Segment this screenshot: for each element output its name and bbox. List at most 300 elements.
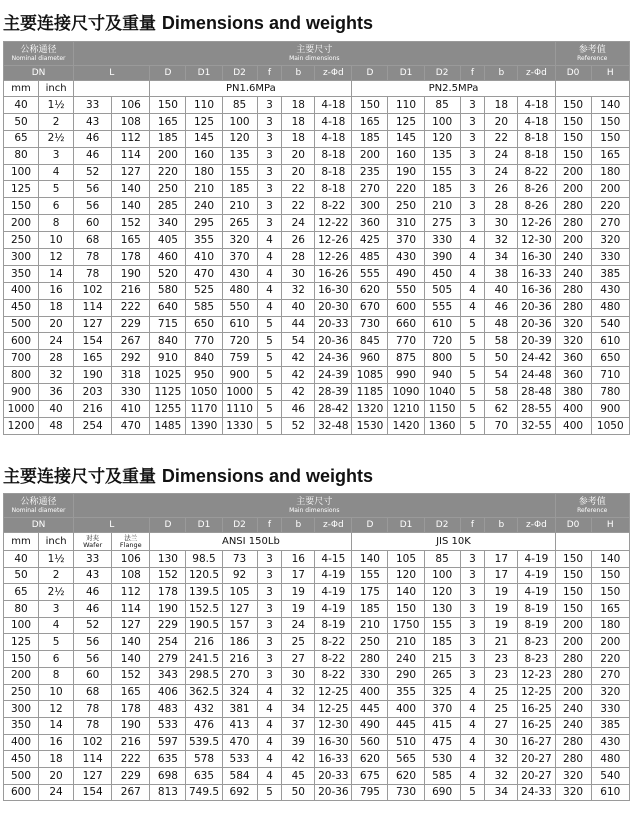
table-cell: 16-30 [315,282,352,299]
table-cell: 78 [74,717,112,734]
table-cell: 100 [424,567,460,584]
column-header-f: f [257,66,282,81]
table-cell: 300 [352,198,388,215]
table-cell: 140 [112,181,150,198]
table-row [4,232,630,249]
table-cell: 3 [460,181,485,198]
table-cell: 813 [150,784,186,801]
table-cell: 20-33 [315,767,352,784]
table-cell: 23 [485,651,518,668]
table-cell: 800 [4,367,39,384]
table-cell: 52 [74,164,112,181]
table-cell: 100 [424,113,460,130]
table-cell: 65 [4,584,39,601]
table-cell: 25 [485,684,518,701]
table-cell: 320 [222,232,257,249]
table-cell: 33 [74,97,112,114]
table-cell: 48 [39,417,74,434]
column-header-zphid: z-Φd [315,66,352,81]
table-cell: 240 [388,651,424,668]
table-cell: 42 [282,751,315,768]
table-cell: 165 [591,147,629,164]
table-cell: 20 [39,767,74,784]
table-cell: 3 [460,617,485,634]
table-cell: 20-36 [518,316,555,333]
table-cell: 20-36 [315,784,352,801]
table-cell: 330 [424,232,460,249]
table-cell: 24 [282,215,315,232]
table-cell: 154 [74,784,112,801]
table-cell: 50 [485,350,518,367]
table-cell: 600 [4,784,39,801]
table-cell: 8 [39,667,74,684]
table-cell: 68 [74,232,112,249]
table-cell: 3 [257,198,282,215]
table-cell: 3 [257,147,282,164]
table-cell: 32 [282,282,315,299]
table-cell: 24-48 [518,367,555,384]
table-cell: 20-27 [518,751,555,768]
table-cell: 12-30 [518,232,555,249]
table-cell: 3 [257,181,282,198]
column-header-b: b [282,66,315,81]
table-cell: 5 [257,784,282,801]
table-cell: 42 [282,350,315,367]
table-cell: 105 [222,584,257,601]
table-cell: 155 [352,567,388,584]
table-cell: 5 [460,384,485,401]
table-cell: 400 [555,417,591,434]
table-cell: 12-25 [518,684,555,701]
table-row [4,751,630,768]
table-cell: 200 [591,181,629,198]
table-cell: 14 [39,717,74,734]
table-cell: 98.5 [186,551,222,568]
table-cell: 100 [222,113,257,130]
table-cell: 140 [591,551,629,568]
table-cell: 4 [460,751,485,768]
table-cell: 24 [39,784,74,801]
unit-mm: mm [4,81,39,97]
table-cell: 3 [257,113,282,130]
table-cell: 280 [352,651,388,668]
table-cell: 185 [352,601,388,618]
table-cell: 4 [460,701,485,718]
header-nominal-en: Nominal diameter [11,54,66,62]
table-cell: 330 [591,249,629,266]
column-header-l: L [74,66,150,81]
table-cell: 4 [257,299,282,316]
unit-mm: mm [4,533,39,551]
table-cell: 270 [222,667,257,684]
table-cell: 43 [74,113,112,130]
table-cell: 610 [424,316,460,333]
table-cell: 65 [4,130,39,147]
table-cell: 279 [150,651,186,668]
table-cell: 450 [4,751,39,768]
table-cell: 100 [4,164,39,181]
table-cell: 200 [555,164,591,181]
table-cell: 4-15 [315,551,352,568]
table-cell: 40 [4,551,39,568]
table-cell: 910 [150,350,186,367]
table-cell: 950 [186,367,222,384]
table-cell: 390 [424,249,460,266]
table-cell: 150 [555,97,591,114]
table-cell: 3 [257,130,282,147]
table-cell: 5 [39,634,74,651]
table-cell: 4 [257,684,282,701]
table-cell: 241.5 [186,651,222,668]
table-cell: 18 [39,751,74,768]
section-title-en: Dimensions and weights [161,13,373,33]
table-cell: 430 [591,282,629,299]
column-header-l: L [74,518,150,533]
table-cell: 28 [39,350,74,367]
table-cell: 1330 [222,417,257,434]
table-cell: 220 [150,164,186,181]
table-cell: 12-25 [315,701,352,718]
table-cell: 381 [222,701,257,718]
table-cell: 254 [74,417,112,434]
table-cell: 4-19 [518,584,555,601]
table-cell: 45 [282,767,315,784]
table-cell: 210 [186,181,222,198]
table-cell: 78 [74,701,112,718]
table-cell: 385 [591,265,629,282]
table-cell: 3 [460,164,485,181]
table-cell: 145 [186,130,222,147]
table-cell: 360 [352,215,388,232]
table-cell: 1170 [186,401,222,418]
table-cell: 190 [74,367,112,384]
table-cell: 385 [591,717,629,734]
table-cell: 355 [388,684,424,701]
table-cell: 4 [39,164,74,181]
table-cell: 640 [150,299,186,316]
table-cell: 749.5 [186,784,222,801]
table-row [4,617,630,634]
table-cell: 33 [74,551,112,568]
table-cell: 46 [74,130,112,147]
column-header-d0: D0 [555,518,591,533]
table-cell: 12-26 [315,249,352,266]
table-cell: 265 [222,215,257,232]
table-cell: 330 [591,701,629,718]
table-cell: 5 [460,316,485,333]
table-cell: 37 [282,717,315,734]
header-ref [555,494,629,518]
table-cell: 580 [150,282,186,299]
header-main-zh: 主要尺寸 [296,496,333,507]
table-cell: 22 [282,198,315,215]
table-cell: 56 [74,198,112,215]
table-cell: 114 [112,147,150,164]
table-cell: 18 [282,113,315,130]
table-cell: 152.5 [186,601,222,618]
table-cell: 127 [74,767,112,784]
table-cell: 1125 [150,384,186,401]
table-cell: 525 [186,282,222,299]
table-cell: 250 [352,634,388,651]
table-cell: 1320 [352,401,388,418]
table-cell: 432 [186,701,222,718]
table-cell: 710 [591,367,629,384]
table-cell: 3 [257,584,282,601]
table-cell: 940 [424,367,460,384]
table-cell: 1½ [39,551,74,568]
table-cell: 290 [388,667,424,684]
table-cell: 150 [555,601,591,618]
table-cell: 320 [555,333,591,350]
table-cell: 36 [39,384,74,401]
table-cell: 210 [388,634,424,651]
table-cell: 720 [222,333,257,350]
table-cell: 6 [39,198,74,215]
table-cell: 370 [222,249,257,266]
table-cell: 370 [424,701,460,718]
table-cell: 4 [460,717,485,734]
unit-inch: inch [39,533,74,551]
table-cell: 108 [112,113,150,130]
header-nominal [4,42,74,66]
table-cell: 460 [150,249,186,266]
table-cell: 280 [555,734,591,751]
table-row [4,215,630,232]
table-cell: 3 [257,651,282,668]
header-main-en: Main dimensions [289,506,340,514]
dimensions-table-pn [3,41,630,435]
table-cell: 152 [150,567,186,584]
table-cell: 112 [112,130,150,147]
table-cell: 280 [555,198,591,215]
table-cell: 5 [460,784,485,801]
table-row [4,113,630,130]
table-cell: 3 [460,551,485,568]
table-cell: 80 [4,601,39,618]
table-cell: 1420 [388,417,424,434]
table-cell: 150 [591,130,629,147]
table-cell: 4 [257,265,282,282]
table-cell: 610 [222,316,257,333]
table-cell: 20 [39,316,74,333]
table-cell: 23 [485,667,518,684]
table-cell: 19 [282,601,315,618]
table-cell: 154 [74,333,112,350]
table-cell: 5 [257,401,282,418]
table-cell: 280 [555,651,591,668]
column-header-d: D [352,66,388,81]
table-cell: 140 [388,584,424,601]
table-cell: 160 [388,147,424,164]
table-cell: 12 [39,701,74,718]
table-cell: 210 [424,198,460,215]
table-cell: 42 [282,384,315,401]
table-cell: 58 [485,333,518,350]
column-header-b: b [485,66,518,81]
table-cell: 127 [112,164,150,181]
table-cell: 4 [257,701,282,718]
table-cell: 380 [555,384,591,401]
table-cell: 530 [424,751,460,768]
table-cell: 85 [424,551,460,568]
table-cell: 112 [112,584,150,601]
table-cell: 85 [424,97,460,114]
table-cell: 670 [352,299,388,316]
section-title-en: Dimensions and weights [161,466,373,486]
table-cell: 110 [388,97,424,114]
table-cell: 500 [4,316,39,333]
table-cell: 4 [257,232,282,249]
table-cell: 5 [460,401,485,418]
table-cell: 24-42 [518,350,555,367]
table-cell: 3 [257,215,282,232]
table-cell: 324 [222,684,257,701]
table-cell: 20-36 [518,299,555,316]
table-row [4,181,630,198]
table-cell: 1050 [186,384,222,401]
table-cell: 19 [485,601,518,618]
table-cell: 4 [257,751,282,768]
table-cell: 58 [485,384,518,401]
table-cell: 135 [424,147,460,164]
table-row [4,299,630,316]
table-cell: 320 [555,316,591,333]
column-header-f: f [460,518,485,533]
table-cell: 25 [282,634,315,651]
table-cell: 20 [485,113,518,130]
table-row [4,684,630,701]
header-ref-en: Reference [577,54,608,62]
table-cell: 114 [74,299,112,316]
header-ref [555,42,629,66]
table-cell: 600 [4,333,39,350]
table-cell: 150 [388,601,424,618]
table-cell: 4 [257,249,282,266]
table-cell: 370 [388,232,424,249]
table-cell: 125 [186,113,222,130]
table-cell: 578 [186,751,222,768]
table-cell: 28 [282,249,315,266]
table-cell: 5 [257,350,282,367]
table-cell: 180 [186,164,222,181]
table-cell: 165 [352,113,388,130]
table-cell: 165 [74,350,112,367]
table-cell: 190 [150,601,186,618]
l-wafer-en: Wafer [83,540,103,549]
table-cell: 3 [257,551,282,568]
table-cell: 165 [150,113,186,130]
table-cell: 355 [186,232,222,249]
table-cell: 30 [282,667,315,684]
table-cell: 229 [112,316,150,333]
table-cell: 42 [282,367,315,384]
column-header-h: H [591,518,629,533]
table-cell: 216 [186,634,222,651]
table-cell: 320 [555,767,591,784]
table-cell: 698 [150,767,186,784]
table-cell: 490 [352,717,388,734]
table-cell: 24 [485,147,518,164]
table-cell: 533 [222,751,257,768]
table-cell: 108 [112,567,150,584]
table-cell: 585 [424,767,460,784]
table-cell: 54 [485,367,518,384]
table-cell: 21 [485,634,518,651]
table-cell: 56 [74,181,112,198]
table-cell: 1210 [388,401,424,418]
table-cell: 152 [112,215,150,232]
table-cell: 597 [150,734,186,751]
table-cell: 350 [4,717,39,734]
table-cell: 216 [112,734,150,751]
table-cell: 1255 [150,401,186,418]
table-cell: 900 [591,401,629,418]
table-cell: 40 [282,299,315,316]
table-cell: 2 [39,567,74,584]
table-cell: 130 [150,551,186,568]
table-row [4,551,630,568]
table-cell: 675 [352,767,388,784]
reference-blank [555,533,629,551]
table-cell: 20-39 [518,333,555,350]
table-cell: 165 [112,684,150,701]
table-cell: 4 [257,734,282,751]
table-row [4,198,630,215]
table-cell: 5 [460,367,485,384]
table-row [4,384,630,401]
table-cell: 85 [222,97,257,114]
section-title-zh: 主要连接尺寸及重量 [3,467,156,487]
table-cell: 295 [186,215,222,232]
table-cell: 50 [4,567,39,584]
table-cell: 150 [555,130,591,147]
table-row [4,265,630,282]
table-cell: 250 [388,198,424,215]
table-cell: 280 [555,751,591,768]
table-cell: 2½ [39,130,74,147]
table-cell: 16-30 [518,249,555,266]
table-cell: 200 [150,147,186,164]
table-cell: 400 [388,701,424,718]
table-row [4,651,630,668]
table-cell: 3 [460,567,485,584]
table-cell: 20 [282,147,315,164]
table-cell: 4 [460,734,485,751]
header-main-en: Main dimensions [289,54,340,62]
table-cell: 16 [282,551,315,568]
table-row [4,401,630,418]
table-cell: 106 [112,551,150,568]
table-cell: 635 [150,751,186,768]
table-cell: 100 [4,617,39,634]
table-cell: 150 [352,97,388,114]
table-cell: 22 [485,130,518,147]
table-cell: 150 [4,198,39,215]
table-row [4,130,630,147]
table-cell: 6 [39,651,74,668]
table-cell: 3 [257,97,282,114]
table-cell: 584 [222,767,257,784]
table-cell: 3 [460,97,485,114]
table-cell: 54 [282,333,315,350]
table-cell: 19 [282,584,315,601]
table-cell: 160 [186,147,222,164]
table-cell: 8-18 [315,147,352,164]
table-cell: 185 [424,634,460,651]
table-cell: 3 [257,667,282,684]
table-cell: 8-26 [518,181,555,198]
